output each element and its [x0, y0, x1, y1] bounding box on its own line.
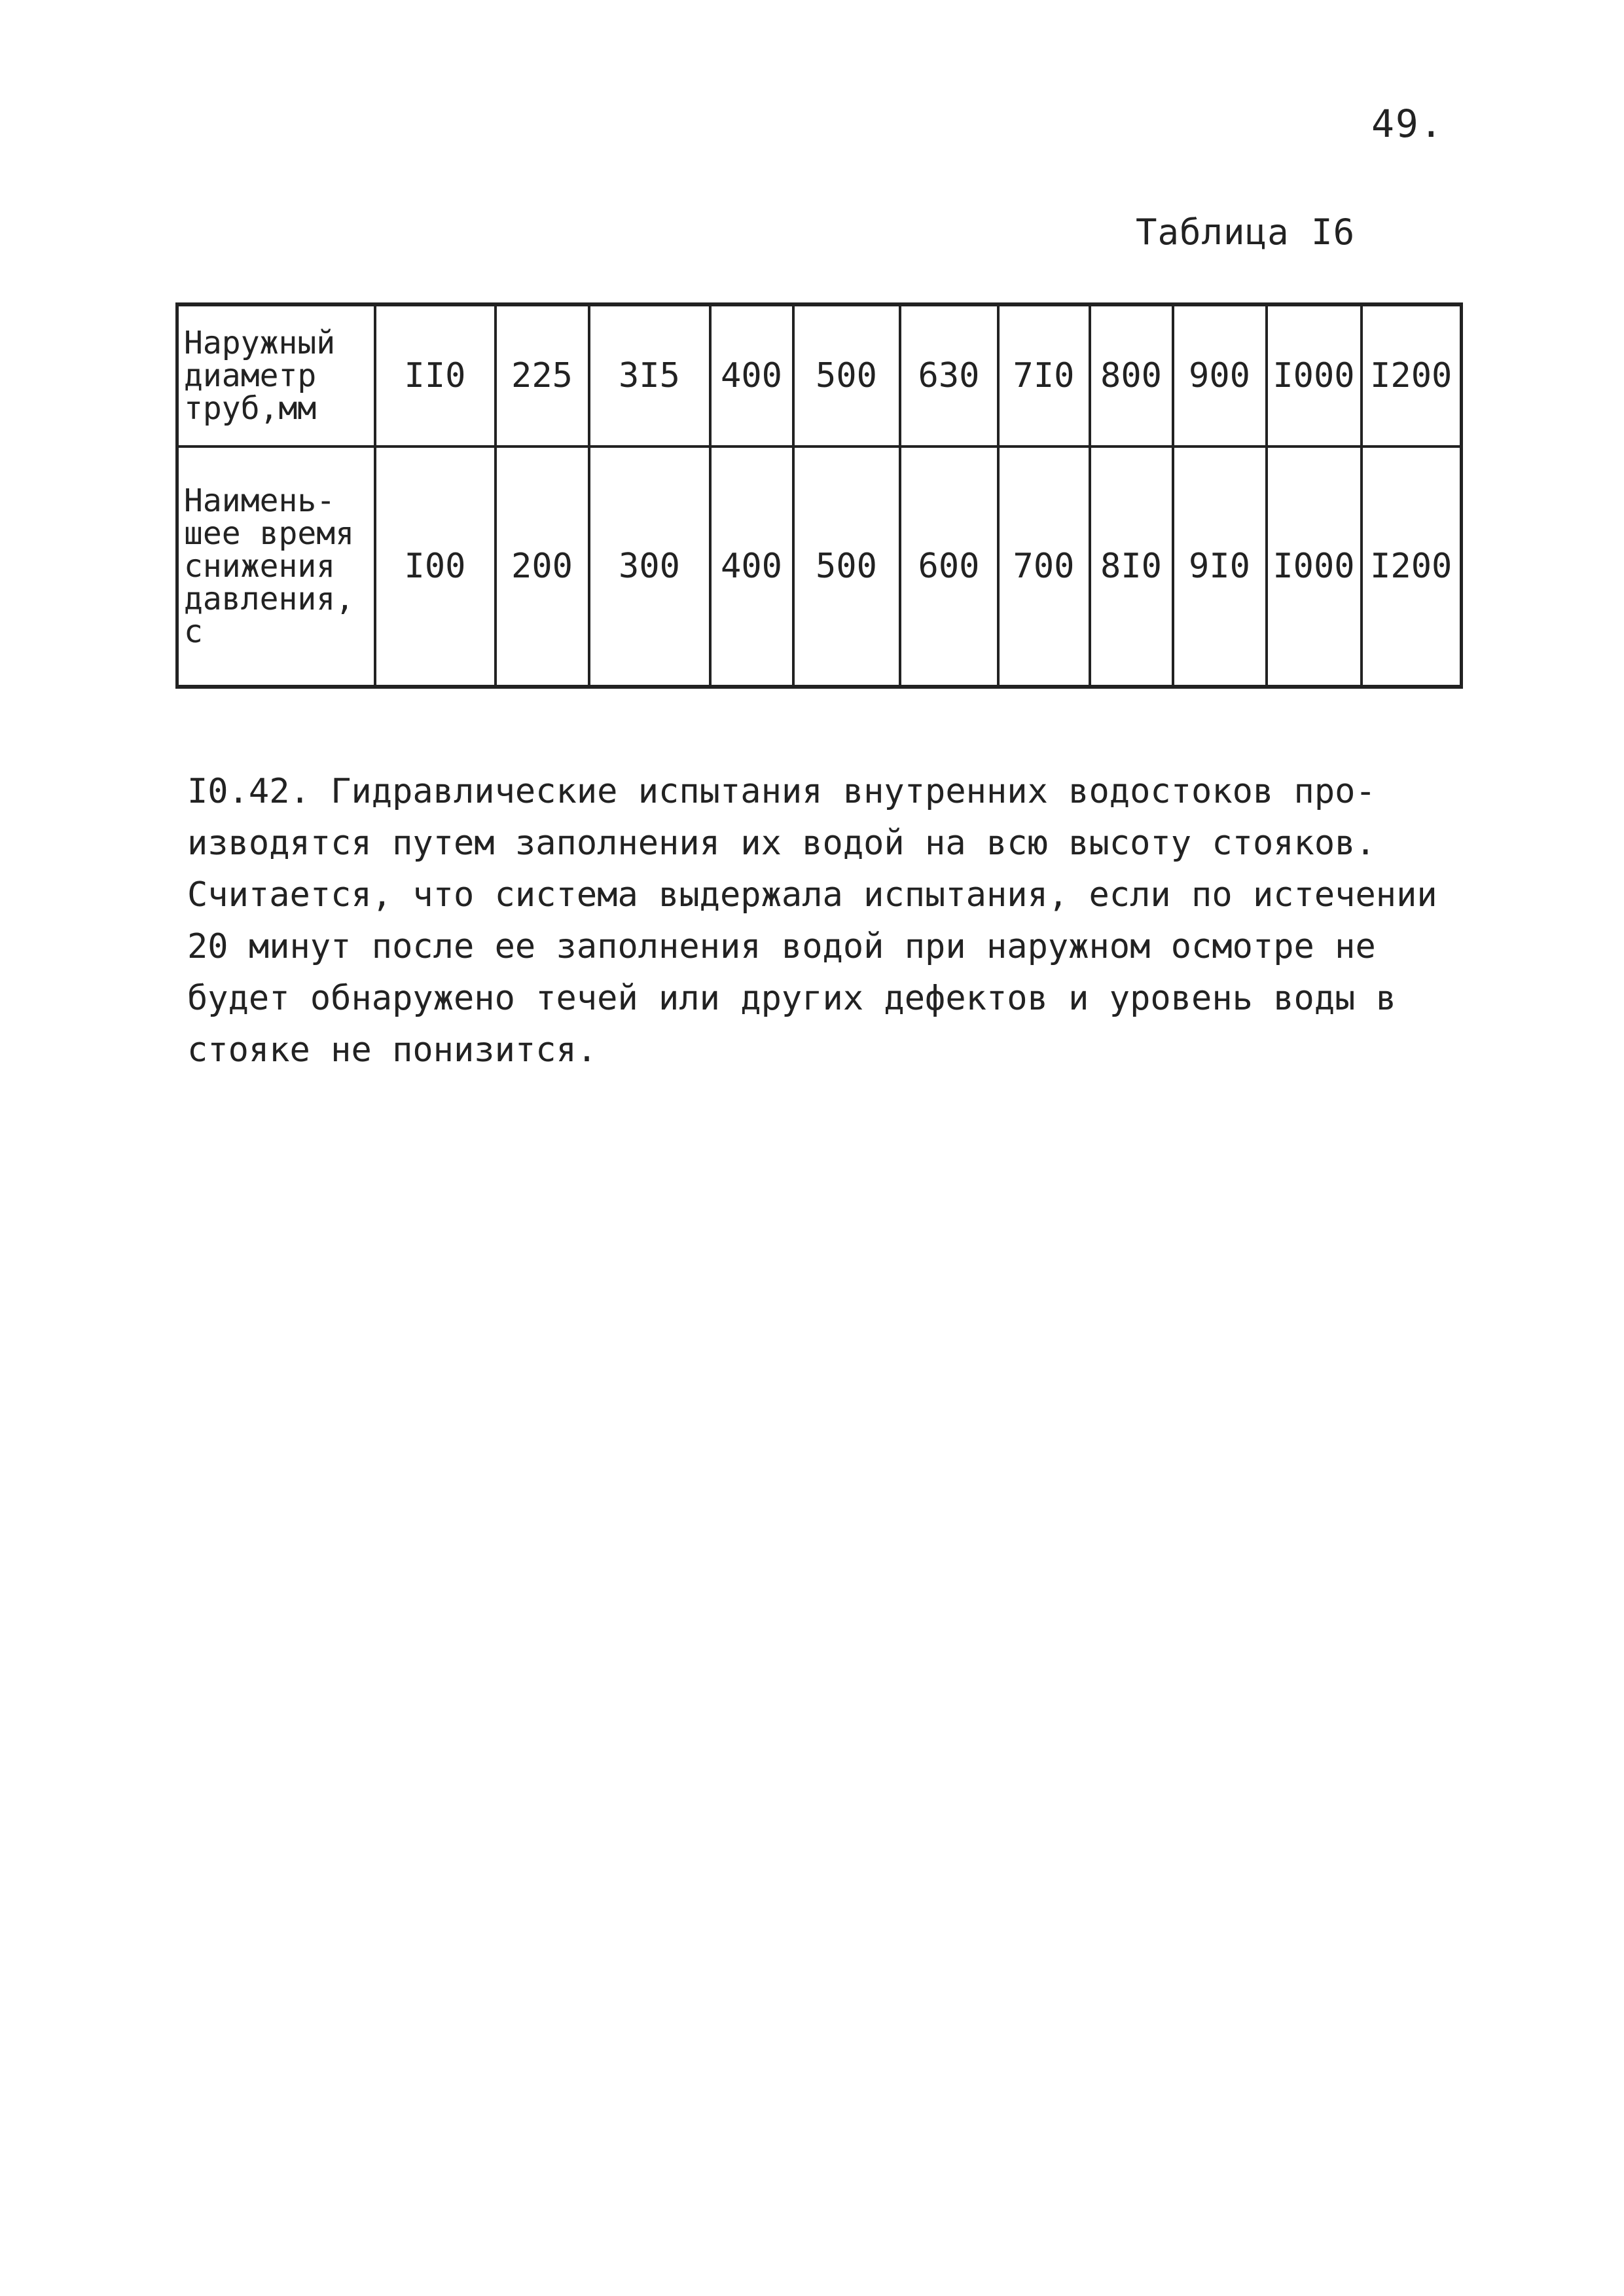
table-row-time — [177, 446, 1462, 687]
table-caption: Таблица I6 — [1136, 211, 1356, 253]
table-cell: 500 — [793, 304, 900, 446]
table-cell: 400 — [710, 446, 793, 687]
table-cell: 500 — [793, 446, 900, 687]
table-cell: 630 — [900, 304, 998, 446]
table-cell: 225 — [496, 304, 589, 446]
table-cell: 7I0 — [998, 304, 1090, 446]
page-number: 49. — [1371, 101, 1444, 146]
data-table — [175, 302, 1463, 689]
table-cell: I000 — [1267, 446, 1362, 687]
table-cell: 8I0 — [1090, 446, 1173, 687]
table-cell: 900 — [1173, 304, 1267, 446]
row-header-time: Наимень- шее время снижения давления, с — [177, 446, 375, 687]
table-cell: II0 — [375, 304, 496, 446]
table-cell: 700 — [998, 446, 1090, 687]
table-cell: I200 — [1362, 446, 1462, 687]
table-cell: 800 — [1090, 304, 1173, 446]
table-cell: I200 — [1362, 304, 1462, 446]
body-paragraph: I0.42. Гидравлические испытания внутренних водостоков про- изводятся путем заполнения их водой на всю высоту стояков. Считается, что система выдержала испытания, если по истечении 20 минут после ее заполнения водой при наружном осмотре не будет обнаружено течей или других дефектов и уровень воды в стояке не понизится. — [187, 772, 1437, 1070]
table-cell: 3I5 — [589, 304, 710, 446]
table-cell: 9I0 — [1173, 446, 1267, 687]
table-cell: 600 — [900, 446, 998, 687]
table-cell: 200 — [496, 446, 589, 687]
table-cell: 400 — [710, 304, 793, 446]
row-header-diameter: Наружный диаметр труб,мм — [177, 304, 375, 446]
table-cell: I000 — [1267, 304, 1362, 446]
table-cell: I00 — [375, 446, 496, 687]
table-row-diameter — [177, 304, 1462, 446]
table-cell: 300 — [589, 446, 710, 687]
